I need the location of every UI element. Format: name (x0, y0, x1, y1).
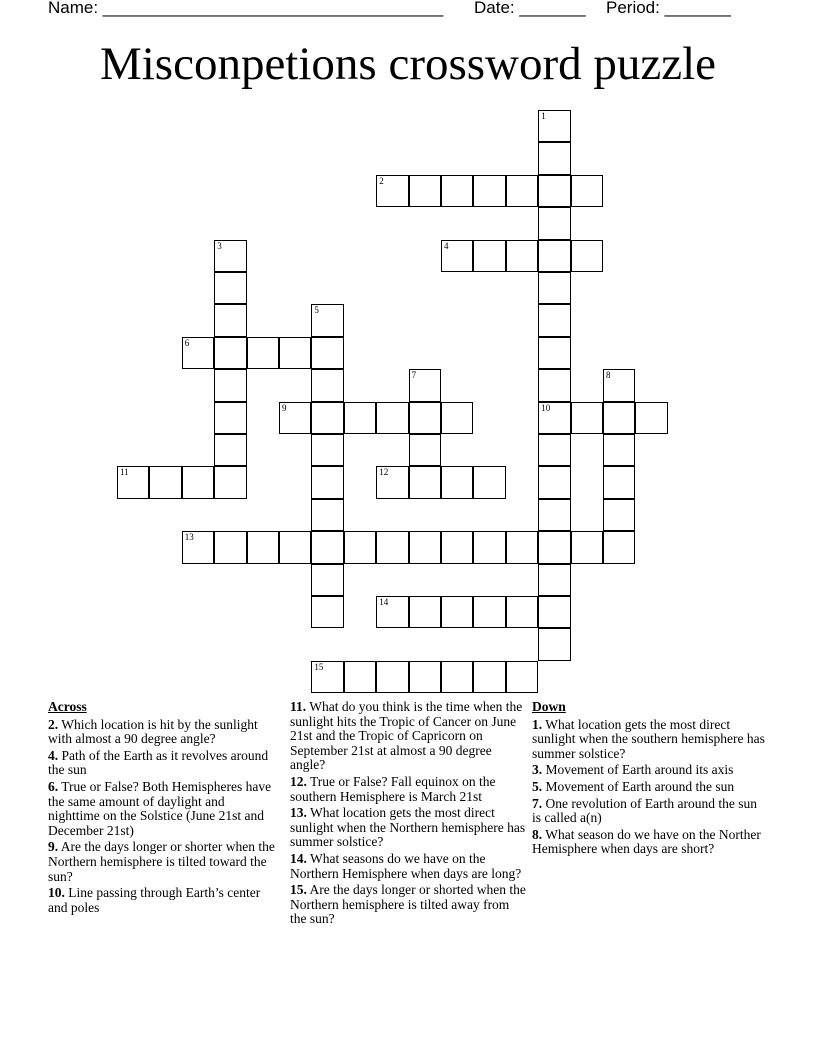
clue-number-label: 3. (532, 762, 543, 778)
clue-item (48, 718, 276, 747)
grid-cell[interactable] (214, 434, 246, 466)
clue-number-label: 1. (532, 716, 543, 732)
grid-cell[interactable] (376, 466, 408, 498)
grid-cell[interactable] (571, 402, 603, 434)
grid-cell[interactable] (506, 240, 538, 272)
grid-cell[interactable] (473, 466, 505, 498)
clue-number-label: 2. (48, 716, 59, 732)
grid-cell[interactable] (538, 434, 570, 466)
clue-number: 11 (120, 467, 129, 478)
grid-cell[interactable] (247, 531, 279, 563)
grid-cell[interactable] (279, 402, 311, 434)
grid-cell[interactable] (344, 661, 376, 693)
grid-cell[interactable] (538, 142, 570, 174)
grid-cell[interactable] (409, 661, 441, 693)
clue-text: What season do we have on the Norther Hemisphere when days are short? (532, 826, 761, 857)
grid-cell[interactable] (538, 337, 570, 369)
grid-cell[interactable] (376, 596, 408, 628)
page-title: Misconpetions crossword puzzle (99, 38, 717, 90)
clue-number: 4 (444, 240, 449, 251)
clue-item (290, 852, 526, 881)
grid-cell[interactable] (311, 402, 343, 434)
grid-cell[interactable] (214, 466, 246, 498)
clue-item (290, 775, 526, 804)
grid-cell[interactable] (279, 337, 311, 369)
clue-number: 13 (184, 532, 194, 543)
grid-cell[interactable] (538, 564, 570, 596)
clue-number-label: 5. (532, 778, 543, 794)
clue-text: Movement of Earth around the sun (545, 778, 735, 794)
clue-number-label: 8. (532, 826, 543, 842)
grid-cell[interactable] (603, 402, 635, 434)
grid-cell[interactable] (603, 531, 635, 563)
grid-cell[interactable] (311, 661, 343, 693)
clue-number: 2 (379, 175, 384, 186)
date-field[interactable]: Date: _______ (474, 0, 586, 17)
grid-cell[interactable] (506, 596, 538, 628)
grid-cell[interactable] (538, 240, 570, 272)
clue-item (532, 718, 768, 762)
clue-number-label: 9. (48, 839, 59, 855)
clue-number: 10 (541, 402, 551, 413)
grid-cell[interactable] (473, 240, 505, 272)
clue-item (532, 828, 768, 857)
clue-text: Are the days longer or shorter when the Northern hemisphere is tilted toward the sun? (48, 839, 275, 884)
grid-cell[interactable] (603, 466, 635, 498)
clue-number: 5 (314, 305, 319, 316)
grid-cell[interactable] (538, 466, 570, 498)
grid-cell[interactable] (571, 240, 603, 272)
grid-cell[interactable] (571, 531, 603, 563)
grid-cell[interactable] (473, 661, 505, 693)
name-field[interactable]: Name: ____________________________________ (48, 0, 444, 17)
grid-cell[interactable] (603, 434, 635, 466)
grid-cell[interactable] (538, 369, 570, 401)
grid-cell[interactable] (247, 337, 279, 369)
grid-cell[interactable] (603, 499, 635, 531)
clue-item (290, 700, 526, 773)
grid-cell[interactable] (441, 596, 473, 628)
clue-number-label: 10. (48, 885, 65, 901)
clue-text: One revolution of Earth around the sun is called a(n) (532, 795, 757, 826)
down-clues-column (532, 700, 768, 859)
grid-cell[interactable] (409, 531, 441, 563)
clue-number-label: 15. (290, 882, 307, 898)
grid-cell[interactable] (441, 175, 473, 207)
grid-cell[interactable] (311, 466, 343, 498)
down-heading: Down (532, 699, 566, 714)
grid-cell[interactable] (182, 531, 214, 563)
clue-text: True or False? Both Hemispheres have the same amount of daylight and nighttime on the Solstice (June 21st and December 21st) (48, 778, 272, 838)
clue-text: Line passing through Earth’s center and poles (48, 885, 261, 915)
clue-text: Movement of Earth around its axis (545, 762, 734, 778)
clue-number-label: 7. (532, 795, 543, 811)
grid-cell[interactable] (214, 272, 246, 304)
clue-number-label: 11. (290, 699, 307, 714)
grid-cell[interactable] (441, 661, 473, 693)
grid-cell[interactable] (376, 402, 408, 434)
grid-cell[interactable] (311, 531, 343, 563)
grid-cell[interactable] (538, 175, 570, 207)
clue-text: Path of the Earth as it revolves around the sun (48, 747, 269, 778)
grid-cell[interactable] (311, 499, 343, 531)
grid-cell[interactable] (182, 337, 214, 369)
grid-cell[interactable] (441, 466, 473, 498)
grid-cell[interactable] (473, 531, 505, 563)
clue-text: What do you think is the time when the sunlight hits the Tropic of Cancer on June 21st and the Tropic of Capricorn on September 21st at almost a 90 degree angle? (290, 699, 523, 773)
clue-number: 7 (411, 370, 417, 381)
clue-item (48, 840, 276, 884)
clue-number: 9 (282, 402, 287, 413)
grid-cell[interactable] (311, 596, 343, 628)
clue-number: 15 (314, 661, 324, 672)
grid-cell[interactable] (409, 369, 441, 401)
grid-cell[interactable] (149, 466, 181, 498)
clue-number: 6 (184, 337, 190, 348)
clue-number: 12 (379, 467, 389, 478)
grid-cell[interactable] (214, 337, 246, 369)
clue-text: What seasons do we have on the Northern Hemisphere when days are long? (290, 850, 522, 881)
grid-cell[interactable] (571, 175, 603, 207)
grid-cell[interactable] (409, 466, 441, 498)
grid-cell[interactable] (376, 661, 408, 693)
across-clues-column-1 (48, 700, 276, 917)
grid-cell[interactable] (311, 564, 343, 596)
clue-text: Which location is hit by the sunlight with almost a 90 degree angle? (48, 716, 258, 747)
grid-cell[interactable] (311, 337, 343, 369)
grid-cell[interactable] (473, 596, 505, 628)
clue-number-label: 13. (290, 805, 307, 821)
clue-text: What location gets the most direct sunlight when the Northern hemisphere has summer solstice? (290, 805, 526, 850)
grid-cell[interactable] (538, 304, 570, 336)
grid-cell[interactable] (538, 402, 570, 434)
grid-cell[interactable] (441, 531, 473, 563)
grid-cell[interactable] (538, 207, 570, 239)
clue-number-label: 14. (290, 850, 307, 866)
grid-cell[interactable] (344, 531, 376, 563)
grid-cell[interactable] (409, 596, 441, 628)
grid-cell[interactable] (409, 434, 441, 466)
grid-cell[interactable] (344, 402, 376, 434)
clue-item (48, 749, 276, 778)
grid-cell[interactable] (376, 531, 408, 563)
grid-cell[interactable] (506, 175, 538, 207)
grid-cell[interactable] (538, 272, 570, 304)
clue-number-label: 4. (48, 747, 59, 763)
clue-item (532, 780, 768, 795)
grid-cell[interactable] (214, 369, 246, 401)
grid-cell[interactable] (538, 628, 570, 660)
grid-cell[interactable] (311, 434, 343, 466)
grid-cell[interactable] (603, 369, 635, 401)
grid-cell[interactable] (473, 175, 505, 207)
clue-item (532, 763, 768, 778)
across-clues-column-2 (290, 700, 526, 929)
clue-number-label: 12. (290, 773, 307, 789)
grid-cell[interactable] (409, 402, 441, 434)
grid-cell[interactable] (538, 596, 570, 628)
clue-number: 1 (541, 111, 546, 121)
clue-text: Are the days longer or shorted when the Northern hemisphere is tilted away from the sun? (290, 882, 526, 927)
across-heading: Across (48, 699, 87, 714)
grid-cell[interactable] (538, 531, 570, 563)
grid-cell[interactable] (117, 466, 149, 498)
grid-cell[interactable] (409, 175, 441, 207)
clue-number: 14 (379, 597, 389, 607)
grid-cell[interactable] (311, 304, 343, 336)
grid-cell[interactable] (441, 402, 473, 434)
grid-cell[interactable] (635, 402, 667, 434)
grid-cell[interactable] (214, 531, 246, 563)
grid-cell[interactable] (214, 240, 246, 272)
grid-cell[interactable] (538, 110, 570, 142)
clue-item (290, 883, 526, 927)
grid-cell[interactable] (182, 466, 214, 498)
grid-cell[interactable] (311, 369, 343, 401)
clue-text: What location gets the most direct sunlight when the southern hemisphere has summer solstice? (532, 716, 765, 761)
period-field[interactable]: Period: _______ (606, 0, 731, 17)
clue-item (48, 886, 276, 915)
grid-cell[interactable] (538, 499, 570, 531)
clue-number-label: 6. (48, 778, 59, 794)
grid-cell[interactable] (214, 402, 246, 434)
clue-item (48, 780, 276, 838)
grid-cell[interactable] (441, 240, 473, 272)
grid-cell[interactable] (214, 304, 246, 336)
clue-number: 8 (606, 370, 611, 381)
clue-item (290, 806, 526, 850)
grid-cell[interactable] (506, 661, 538, 693)
clue-item (532, 797, 768, 826)
grid-cell[interactable] (376, 175, 408, 207)
grid-cell[interactable] (506, 531, 538, 563)
clue-number: 3 (217, 240, 222, 251)
clue-text: True or False? Fall equinox on the southern Hemisphere is March 21st (290, 773, 496, 804)
grid-cell[interactable] (279, 531, 311, 563)
